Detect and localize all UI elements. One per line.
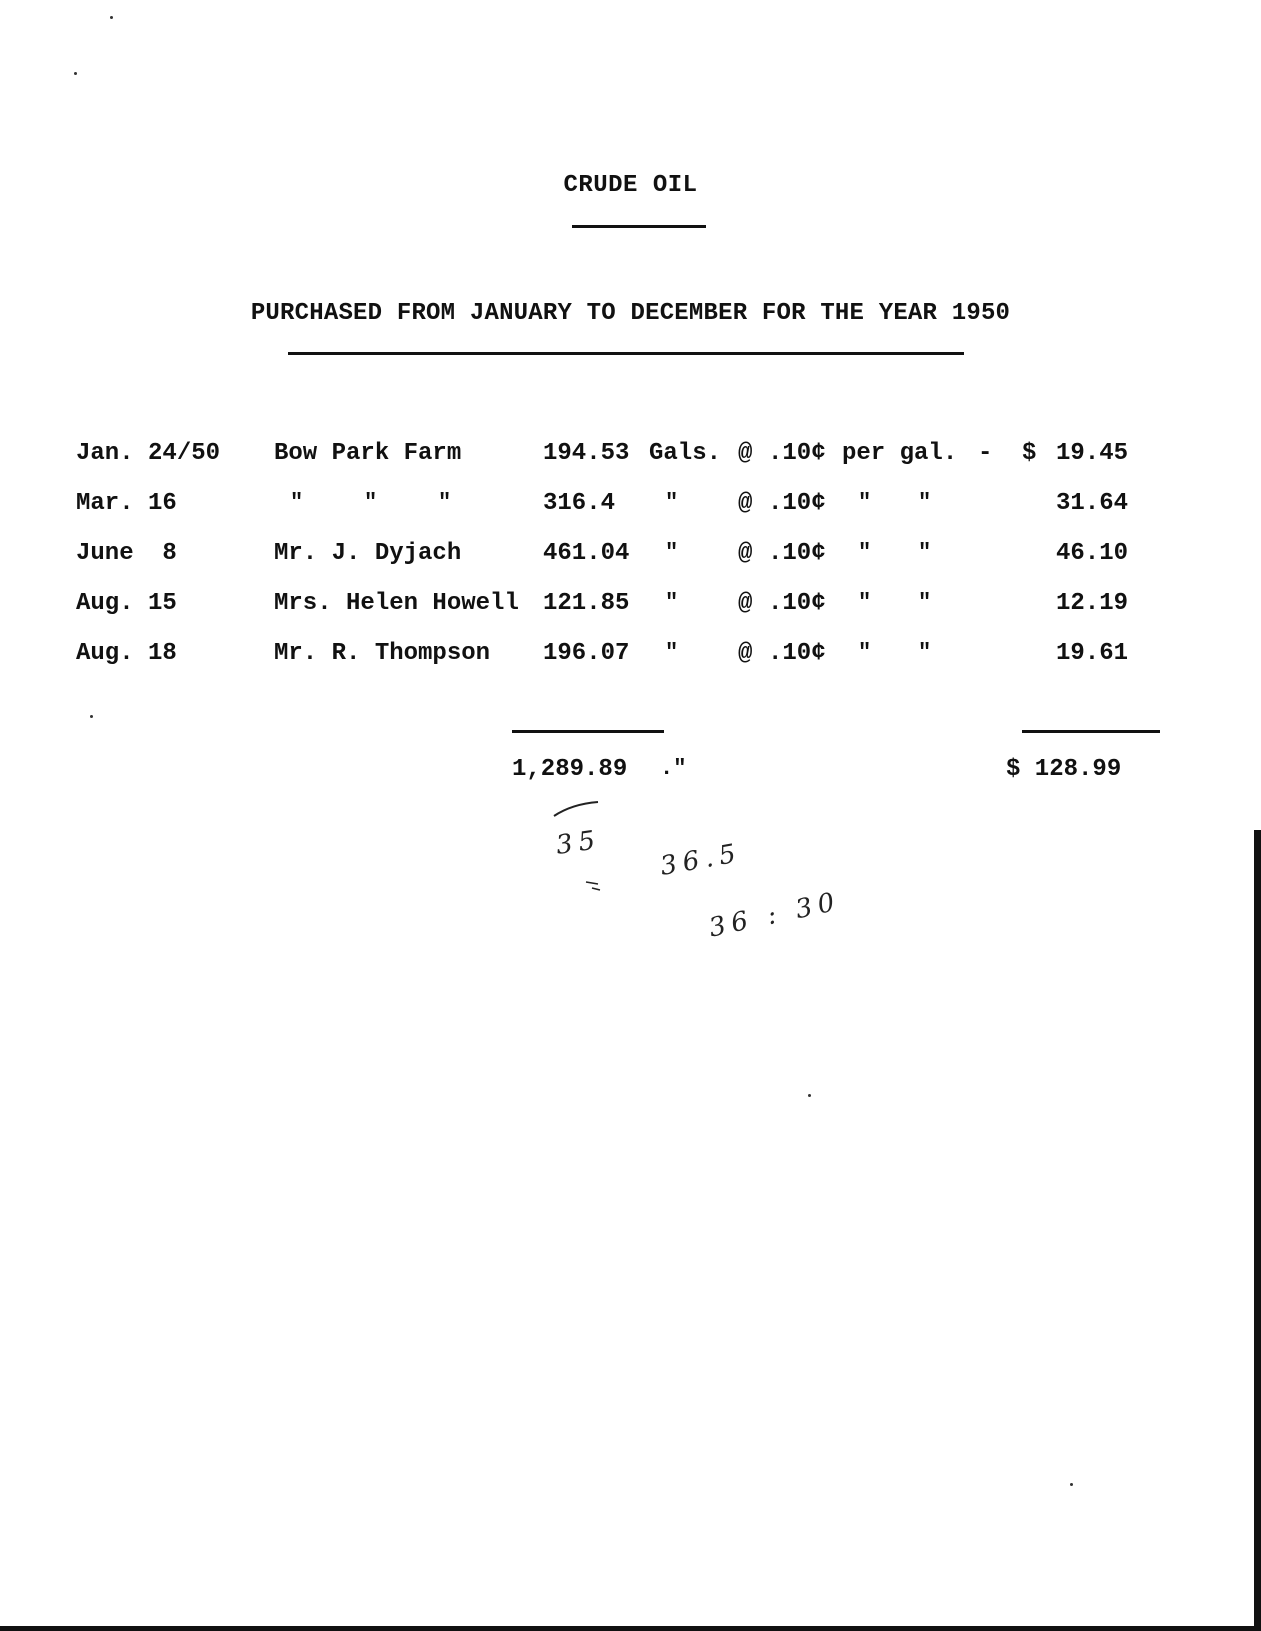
- purchase-date: Mar. 16: [76, 490, 177, 517]
- scan-edge-bottom: [0, 1626, 1261, 1631]
- purchase-amount: 19.45: [1055, 440, 1128, 467]
- purchase-date: Jan. 24/50: [76, 440, 221, 467]
- scan-speck: [808, 1094, 811, 1097]
- ditto-mark: ": [918, 540, 932, 565]
- purchase-seller: Mr. J. Dyjach: [274, 540, 462, 567]
- ditto-mark: ": [665, 490, 679, 515]
- at-symbol: @: [738, 540, 753, 567]
- document-title: CRUDE OIL: [563, 172, 698, 199]
- ditto-mark: ": [858, 590, 872, 615]
- title-underline: [572, 225, 706, 228]
- handwritten-note: 35: [554, 825, 603, 861]
- pencil-stroke-icon: [552, 800, 602, 820]
- ditto-mark: ": [665, 540, 679, 565]
- ditto-mark: ": [918, 490, 932, 515]
- purchase-amount: 31.64: [1055, 490, 1128, 517]
- document-subtitle: PURCHASED FROM JANUARY TO DECEMBER FOR THE YEAR 1950: [250, 300, 1011, 327]
- purchase-rate: .10¢: [768, 640, 826, 667]
- ditto-mark: ": [665, 590, 679, 615]
- ditto-mark: .": [660, 756, 687, 781]
- at-symbol: @: [738, 490, 753, 517]
- pencil-stroke-icon: [584, 878, 604, 892]
- purchase-quantity: 316.4: [543, 490, 616, 517]
- ditto-mark: ": [918, 640, 932, 665]
- purchase-per: per gal.: [842, 440, 958, 467]
- handwritten-note: 36 : 30: [706, 886, 844, 944]
- purchase-unit: Gals.: [649, 440, 722, 467]
- purchase-rate: .10¢: [768, 490, 826, 517]
- ditto-mark: ": [665, 640, 679, 665]
- purchase-amount: 46.10: [1055, 540, 1128, 567]
- scan-speck: [110, 16, 113, 19]
- purchase-seller: Mr. R. Thompson: [274, 640, 491, 667]
- purchase-rate: .10¢: [768, 590, 826, 617]
- purchase-date: June 8: [76, 540, 177, 567]
- scan-edge-right: [1254, 830, 1261, 1631]
- ditto-mark: ": [858, 490, 872, 515]
- purchase-dash: -: [978, 440, 993, 467]
- scan-speck: [1070, 1483, 1073, 1486]
- ditto-mark: ": [290, 490, 304, 515]
- ditto-mark: ": [364, 490, 378, 515]
- purchase-date: Aug. 15: [76, 590, 177, 617]
- currency-symbol: $: [1022, 440, 1037, 467]
- purchase-rate: .10¢: [768, 440, 826, 467]
- ditto-mark: ": [438, 490, 452, 515]
- purchase-seller: Mrs. Helen Howell: [274, 590, 519, 617]
- purchase-quantity: 121.85: [543, 590, 630, 617]
- ditto-mark: ": [858, 640, 872, 665]
- purchase-quantity: 194.53: [543, 440, 630, 467]
- purchase-date: Aug. 18: [76, 640, 177, 667]
- ditto-mark: ": [918, 590, 932, 615]
- purchase-rate: .10¢: [768, 540, 826, 567]
- total-amount: $ 128.99: [1006, 756, 1122, 783]
- purchase-amount: 12.19: [1055, 590, 1128, 617]
- scan-speck: [74, 72, 77, 75]
- handwritten-note: 36.5: [658, 838, 744, 882]
- subtitle-underline: [288, 352, 964, 355]
- purchase-quantity: 461.04: [543, 540, 630, 567]
- at-symbol: @: [738, 640, 753, 667]
- at-symbol: @: [738, 590, 753, 617]
- amount-sum-rule: [1022, 730, 1160, 733]
- total-quantity: 1,289.89: [512, 756, 628, 783]
- purchase-quantity: 196.07: [543, 640, 630, 667]
- at-symbol: @: [738, 440, 753, 467]
- quantity-sum-rule: [512, 730, 664, 733]
- scan-speck: [90, 715, 93, 718]
- purchase-amount: 19.61: [1055, 640, 1128, 667]
- purchase-seller: Bow Park Farm: [274, 440, 462, 467]
- ditto-mark: ": [858, 540, 872, 565]
